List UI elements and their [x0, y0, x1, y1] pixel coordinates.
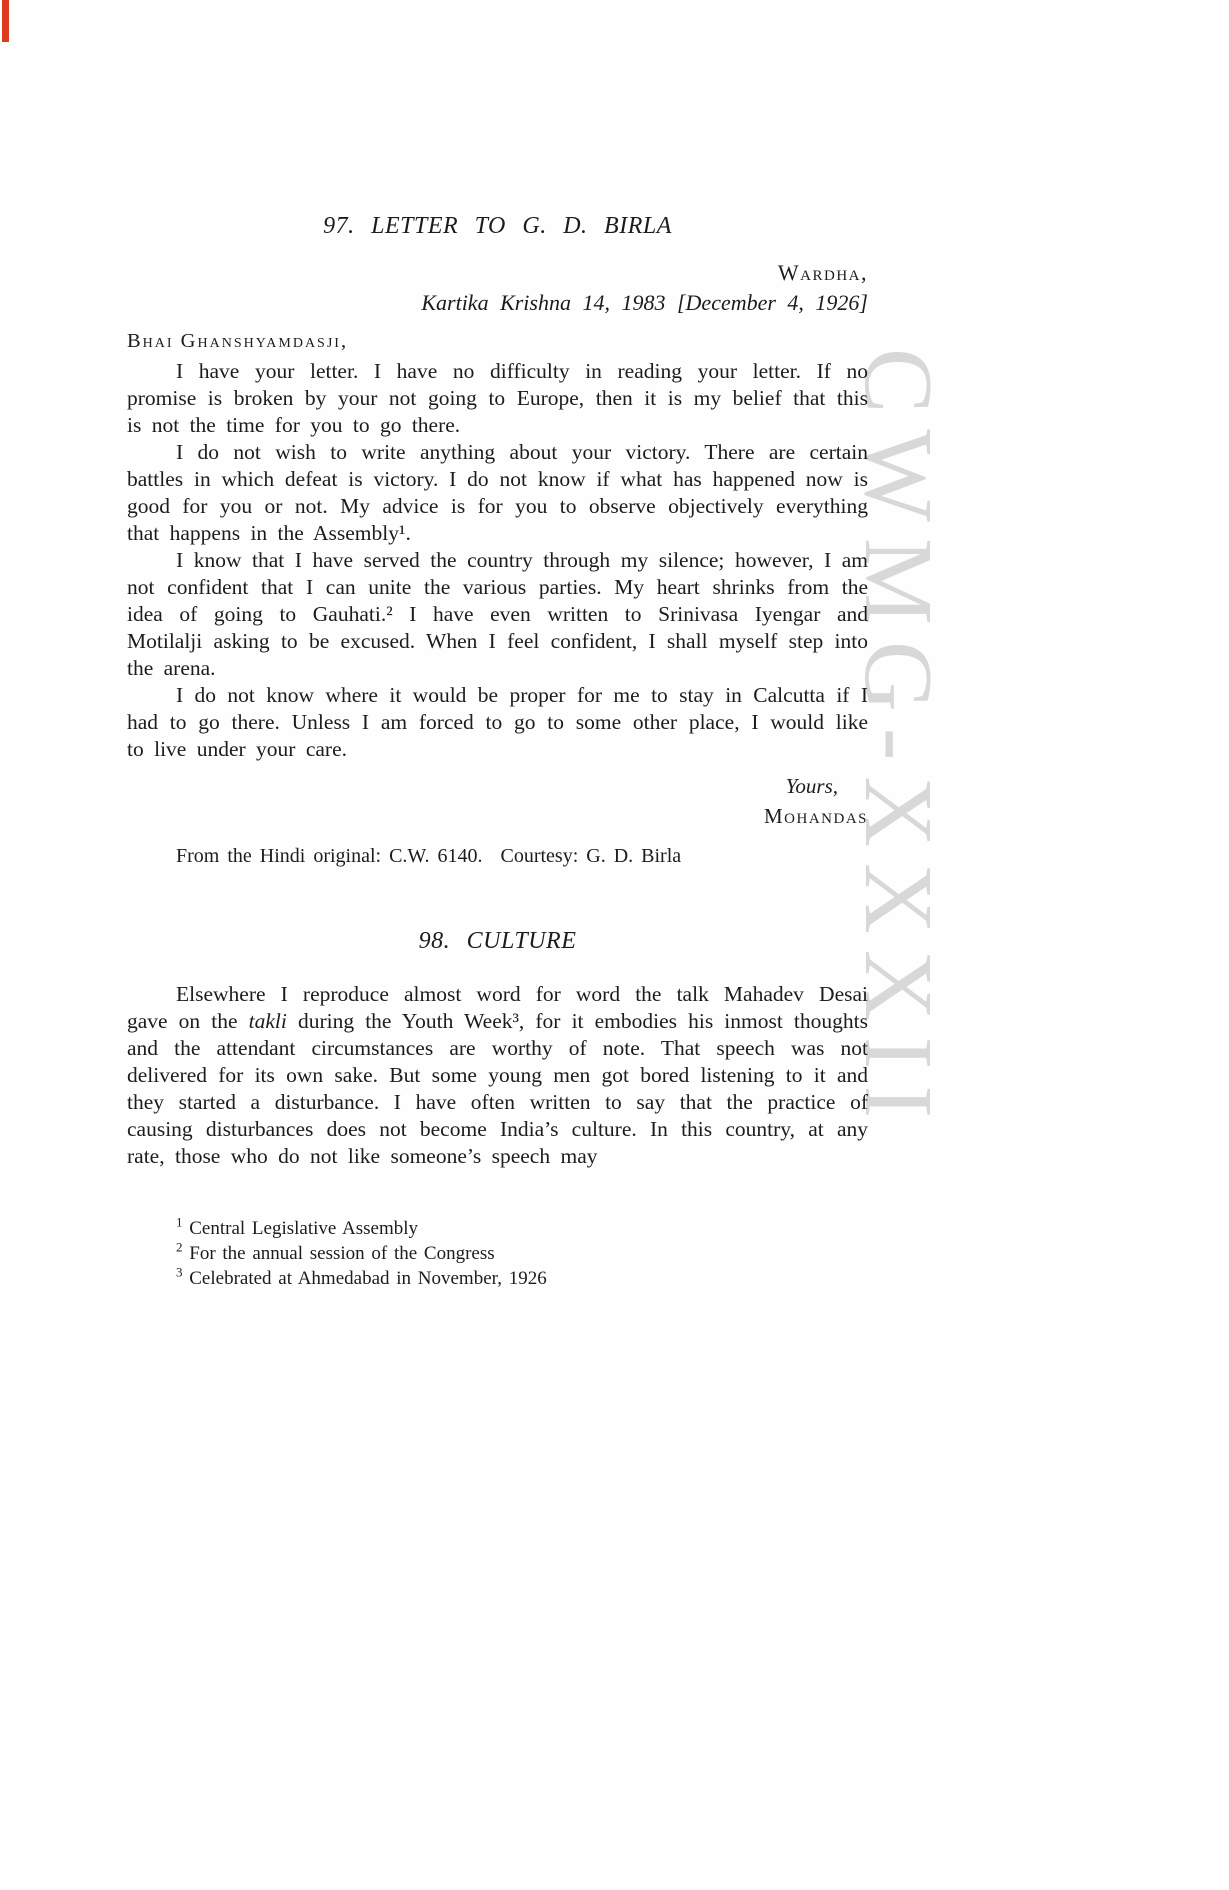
volume-watermark: CWMG-XXXII	[844, 348, 952, 1134]
footnote	[176, 1216, 868, 1241]
article-section	[127, 927, 868, 1170]
letter-paragraph: I have your letter. I have no difficulty in reading your letter. If no promise is broken by your not going to Europe, then it is my belief that this is not the time for you to go there.	[127, 359, 868, 437]
footnote	[176, 1241, 868, 1266]
footnote-text: Celebrated at Ahmedabad in November, 1926	[189, 1268, 547, 1289]
letter-paragraph: I do not know where it would be proper for me to stay in Calcutta if I had to go there. Unless I am forced to go to some other place, I would like to live under your care.	[127, 683, 868, 761]
article-paragraph	[127, 981, 868, 1170]
footnote-text: Central Legislative Assembly	[189, 1218, 419, 1239]
letter-salutation: Bhai Ghanshyamdasji,	[127, 330, 349, 352]
article-paragraph-text: during the Youth Week³, for it embodies his inmost thoughts and the attendant circumstances are worthy of note. That speech was not delivered for its own sake. But some young men got bored listening to it and they started a disturbance. I have often written to say that the practice of causing disturbances does not become India’s culture. In this country, at any rate, those who do not like someone’s speech may	[127, 1009, 868, 1168]
letter-valediction: Yours,	[785, 774, 838, 798]
letter-title: 97. LETTER TO G. D. BIRLA	[323, 213, 672, 239]
footnote-marker: 2	[176, 1239, 183, 1255]
letter-signature: Mohandas	[763, 804, 868, 828]
footnote-text: For the annual session of the Congress	[189, 1243, 495, 1264]
footnote	[176, 1266, 868, 1291]
letter-date: Kartika Krishna 14, 1983 [December 4, 1926]	[421, 290, 868, 315]
footnotes	[127, 1216, 868, 1291]
article-title: 98. CULTURE	[418, 928, 577, 954]
letter-section	[127, 212, 868, 869]
footnote-marker: 1	[176, 1214, 183, 1230]
article-paragraph-text: Elsewhere I reproduce almost word for word the talk Mahadev Desai gave on the	[127, 982, 868, 1033]
letter-place: Wardha,	[777, 260, 868, 285]
letter-source-line: From the Hindi original: C.W. 6140. Courtesy: G. D. Birla	[176, 845, 682, 867]
article-paragraph-italic-word: takli	[248, 1009, 287, 1033]
letter-paragraph: I do not wish to write anything about your victory. There are certain battles in which defeat is victory. I do not know if what has happened now is good for you or not. My advice is for you to observe objectively everything that happens in the Assembly¹.	[127, 440, 868, 545]
letter-paragraph: I know that I have served the country through my silence; however, I am not confident that I can unite the various parties. My heart shrinks from the idea of going to Gauhati.² I have even written to Srinivasa Iyengar and Motilalji asking to be excused. When I feel confident, I shall myself step into the arena.	[127, 548, 868, 680]
red-margin-scan-mark	[2, 0, 9, 42]
page-content	[127, 212, 868, 1291]
footnote-marker: 3	[176, 1264, 183, 1280]
